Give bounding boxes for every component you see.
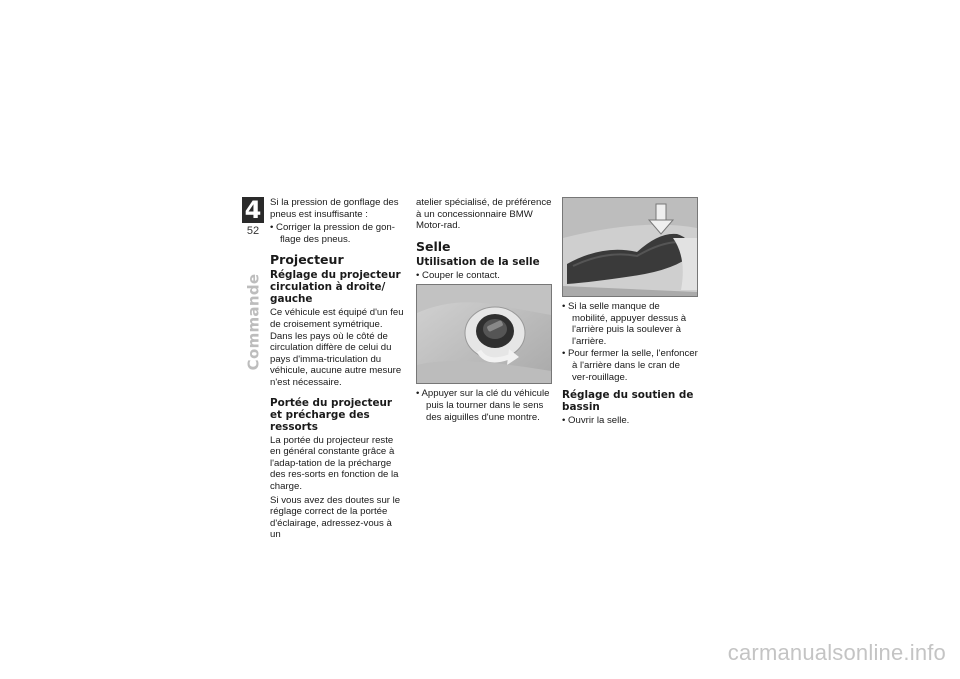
heading-utilisation-selle: Utilisation de la selle — [416, 255, 540, 268]
chapter-number: 4 — [242, 197, 264, 223]
key-lock-photo — [416, 284, 552, 384]
seat-photo — [562, 197, 698, 297]
paragraph-reglage: Ce véhicule est équipé d'un feu de croisement symétrique. Dans les pays où le côté de circulation diffère de celui du pays d'imma-triculation du véhicule, aucune autre mesure n'est nécessaire. — [270, 307, 404, 388]
column-middle — [416, 197, 552, 424]
page-number: 52 — [246, 225, 260, 237]
paragraph-doutes: Si vous avez des doutes sur le réglage correct de la portée d'éclairage, adressez-vous à un — [270, 494, 401, 541]
watermark-text: carmanualsonline.info — [727, 640, 946, 665]
heading-reglage-projecteur: Réglage du projecteur circulation à droite/ gauche — [270, 269, 401, 306]
side-label-text: Commande — [244, 273, 262, 371]
heading-selle: Selle — [416, 238, 451, 254]
tire-pressure-bullet: • Corriger la pression de gon-flage des pneus. — [270, 222, 395, 245]
heading-soutien-bassin: Réglage du soutien de bassin — [562, 389, 694, 414]
bullet-fermer-selle: • Pour fermer la selle, l'enfoncer à l'arrière dans le cran de ver-rouillage. — [562, 348, 698, 383]
paragraph-portee: La portée du projecteur reste en général constante grâce à l'adap-tation de la précharge des res-sorts en fonction de la charge. — [270, 434, 399, 492]
heading-projecteur: Projecteur — [270, 252, 344, 268]
bullet-ouvrir-selle: • Ouvrir la selle. — [562, 415, 630, 427]
heading-portee: Portée du projecteur et précharge des ressorts — [270, 396, 393, 433]
paragraph-atelier: atelier spécialisé, de préférence à un concessionnaire BMW Motor-rad. — [416, 197, 552, 232]
section-side-label — [238, 273, 268, 371]
column-left — [270, 197, 404, 543]
tire-pressure-intro: Si la pression de gonflage des pneus est insuffisante : — [270, 197, 399, 220]
bullet-selle-mobilite: • Si la selle manque de mobilité, appuyer dessus à l'arrière puis la soulever à l'arrière. — [562, 301, 687, 347]
bullet-couper-contact: • Couper le contact. — [416, 269, 500, 281]
column-right — [562, 197, 698, 428]
bullet-tourner-cle: • Appuyer sur la clé du véhicule puis la tourner dans le sens des aiguilles d'une montre. — [416, 388, 550, 423]
